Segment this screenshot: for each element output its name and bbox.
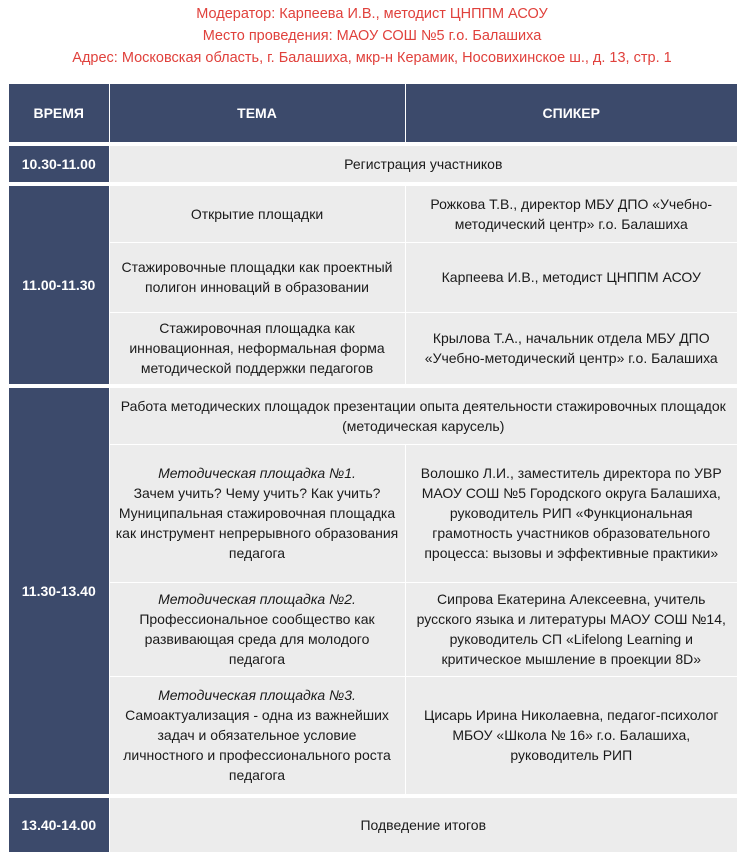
topic-cell bbox=[109, 676, 405, 796]
table-row bbox=[9, 242, 737, 312]
workshop-topic: Профессиональное сообщество как развивающая среда для молодого педагога bbox=[139, 611, 375, 667]
time-cell: 11.00-11.30 bbox=[9, 184, 109, 386]
carousel-intro-cell: Работа методических площадок презентации опыта деятельности стажировочных площадок (методическая карусель) bbox=[109, 386, 737, 444]
column-header-topic: ТЕМА bbox=[109, 84, 405, 144]
workshop-label: Методическая площадка №1. bbox=[158, 465, 356, 481]
closing-cell: Подведение итогов bbox=[109, 796, 737, 852]
workshop-topic: Зачем учить? Чему учить? Как учить? Муниципальная стажировочная площадка как инструмент непрерывного образования педагога bbox=[115, 485, 399, 561]
moderator-line: Модератор: Карпеева И.В., методист ЦНППМ АСОУ bbox=[196, 6, 548, 22]
speaker-cell: Карпеева И.В., методист ЦНППМ АСОУ bbox=[405, 242, 737, 312]
topic-cell bbox=[109, 444, 405, 582]
registration-cell: Регистрация участников bbox=[109, 144, 737, 184]
speaker-cell: Цисарь Ирина Николаевна, педагог-психолог МБОУ «Школа № 16» г.о. Балашиха, руководитель РИП bbox=[405, 676, 737, 796]
venue-line: Место проведения: МАОУ СОШ №5 г.о. Балашиха bbox=[202, 28, 542, 44]
workshop-topic: Самоактуализация - одна из важнейших задач и обязательное условие личностного и профессионального роста педагога bbox=[123, 707, 391, 784]
table-row bbox=[9, 144, 737, 184]
time-cell: 11.30-13.40 bbox=[9, 386, 109, 796]
speaker-cell: Волошко Л.И., заместитель директора по УВР МАОУ СОШ №5 Городского округа Балашиха, руководитель РИП «Функциональная грамотность участников образовательного процесса: вызовы и эффективные практики» bbox=[405, 444, 737, 582]
workshop-label: Методическая площадка №3. bbox=[158, 687, 356, 704]
column-header-time: ВРЕМЯ bbox=[9, 84, 109, 144]
event-header bbox=[0, 0, 744, 69]
table-row bbox=[9, 444, 737, 582]
speaker-cell: Крылова Т.А., начальник отдела МБУ ДПО «Учебно-методический центр» г.о. Балашиха bbox=[405, 312, 737, 386]
table-row bbox=[9, 386, 737, 444]
agenda-table bbox=[9, 84, 737, 852]
table-row bbox=[9, 184, 737, 242]
speaker-cell: Сипрова Екатерина Алексеевна, учитель русского языка и литературы МАОУ СОШ №14, руководитель СП «Lifelong Learning и критическое мышление в проекции 8D» bbox=[405, 582, 737, 676]
table-row bbox=[9, 676, 737, 796]
topic-cell: Открытие площадки bbox=[109, 184, 405, 242]
column-header-speaker: СПИКЕР bbox=[405, 84, 737, 144]
workshop-label: Методическая площадка №2. bbox=[158, 591, 356, 607]
table-row bbox=[9, 312, 737, 386]
speaker-cell: Рожкова Т.В., директор МБУ ДПО «Учебно-методический центр» г.о. Балашиха bbox=[405, 184, 737, 242]
topic-cell: Стажировочные площадки как проектный полигон инноваций в образовании bbox=[109, 242, 405, 312]
table-header-row bbox=[9, 84, 737, 144]
topic-cell: Стажировочная площадка как инновационная, неформальная форма методической поддержки педагогов bbox=[109, 312, 405, 386]
table-row bbox=[9, 796, 737, 852]
time-cell: 10.30-11.00 bbox=[9, 144, 109, 184]
table-row bbox=[9, 582, 737, 676]
address-line: Адрес: Московская область, г. Балашиха, мкр-н Керамик, Носовихинское ш., д. 13, стр. 1 bbox=[72, 50, 672, 66]
topic-cell bbox=[109, 582, 405, 676]
time-cell: 13.40-14.00 bbox=[9, 796, 109, 852]
